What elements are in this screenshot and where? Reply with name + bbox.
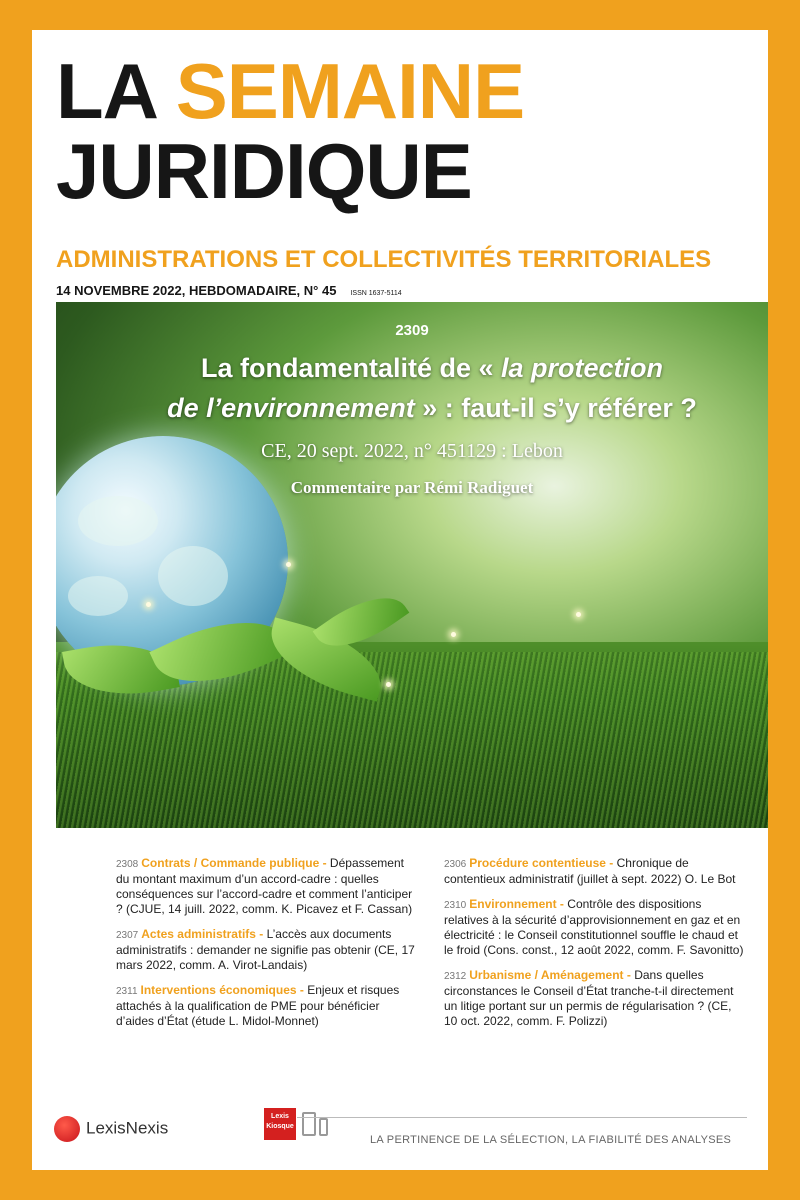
entry-text: Dépassement du montant maximum d’un accord-cadre : quelles conséquences sur l’accord-cadre et comment l’anticiper ? (CJUE, 14 juill. 2022, comm. K. Picavez et F. Cassan) xyxy=(116,856,413,916)
contents-entry xyxy=(116,983,416,1029)
cover-story-title xyxy=(96,348,768,428)
entry-category: Interventions économiques - xyxy=(140,983,304,997)
contents-left-column xyxy=(116,856,416,1039)
globe-continent xyxy=(68,576,128,616)
contents-entry xyxy=(116,856,416,917)
entry-category: Procédure contentieuse - xyxy=(469,856,614,870)
entry-number: 2306 xyxy=(444,859,467,870)
contents-entry xyxy=(444,897,746,958)
entry-text: Enjeux et risques attachés à la qualification de PME pour bénéficier d’aides d’État (étude L. Midol-Monnet) xyxy=(116,983,400,1028)
masthead-la: LA xyxy=(56,47,156,135)
light-sparkle xyxy=(286,562,291,567)
cover-story-number: 2309 xyxy=(395,322,429,339)
entry-category: Contrats / Commande publique - xyxy=(141,856,327,870)
contents-entry xyxy=(444,968,746,1029)
footer-tagline: LA PERTINENCE DE LA SÉLECTION, LA FIABILITÉ DES ANALYSES xyxy=(370,1134,732,1146)
entry-text: Contrôle des dispositions relatives à la sécurité d’approvisionnement en gaz et en électricité : le Conseil constitutionnel souffle le chaud et le froid (Cons. const., 12 août 2022, comm. F. Savonitto) xyxy=(444,897,744,957)
kiosque-label: Kiosque xyxy=(266,1123,294,1130)
title-italic: de l’environnement xyxy=(167,393,415,423)
globe-continent xyxy=(158,546,228,606)
contents-entry xyxy=(116,927,416,973)
entry-text: Dans quelles circonstances le Conseil d’État tranche-t-il directement un litige portant sur un permis de régularisation ? (CE, 10 oct. 2022, comm. F. Polizzi) xyxy=(444,968,734,1028)
publisher-name: LexisNexis xyxy=(86,1118,169,1138)
entry-category: Urbanisme / Aménagement - xyxy=(469,968,631,982)
contents-entry xyxy=(444,856,746,887)
title-text: La fondamentalité de « xyxy=(200,353,502,383)
entry-number: 2307 xyxy=(116,930,139,941)
issue-dateline xyxy=(56,283,402,298)
entry-number: 2308 xyxy=(116,859,139,870)
entry-category: Environnement - xyxy=(469,897,564,911)
entry-number: 2310 xyxy=(444,900,467,911)
light-sparkle xyxy=(146,602,151,607)
entry-text: L’accès aux documents administratifs : demander ne signifie pas obtenir (CE, 17 mars 2022, comm. A. Virot-Landais) xyxy=(116,927,415,972)
lexis-kiosque-badge xyxy=(264,1108,296,1140)
tablet-icon xyxy=(302,1112,316,1136)
cover-image xyxy=(56,302,768,828)
entry-text: Chronique de contentieux administratif (juillet à sept. 2022) O. Le Bot xyxy=(444,856,736,886)
phone-icon xyxy=(319,1118,328,1136)
cover-story-author: Commentaire par Rémi Radiguet xyxy=(290,478,534,497)
masthead-semaine: SEMAINE xyxy=(175,47,525,135)
globe-continent xyxy=(78,496,158,546)
contents-right-column xyxy=(444,856,746,1039)
kiosque-label: Lexis xyxy=(271,1113,289,1120)
footer-divider xyxy=(297,1117,747,1118)
light-sparkle xyxy=(451,632,456,637)
lexisnexis-logo xyxy=(54,1116,168,1142)
publication-subtitle: ADMINISTRATIONS ET COLLECTIVITÉS TERRITORIALES xyxy=(56,246,712,273)
title-italic: la protection xyxy=(501,353,664,383)
entry-category: Actes administratifs - xyxy=(141,927,264,941)
masthead-line1 xyxy=(56,47,525,135)
issn: ISSN 1637-5114 xyxy=(350,290,402,297)
title-text: » : faut-il s’y référer ? xyxy=(414,393,697,423)
light-sparkle xyxy=(576,612,581,617)
issue-date: 14 NOVEMBRE 2022, HEBDOMADAIRE, N° 45 xyxy=(56,283,337,298)
cover-story-reference: CE, 20 sept. 2022, n° 451129 : Lebon xyxy=(261,440,563,462)
lexisnexis-logo-icon xyxy=(54,1116,80,1142)
entry-number: 2311 xyxy=(116,986,138,997)
masthead-juridique: JURIDIQUE xyxy=(56,127,472,215)
cover-page xyxy=(32,30,768,1170)
light-sparkle xyxy=(386,682,391,687)
entry-number: 2312 xyxy=(444,971,467,982)
